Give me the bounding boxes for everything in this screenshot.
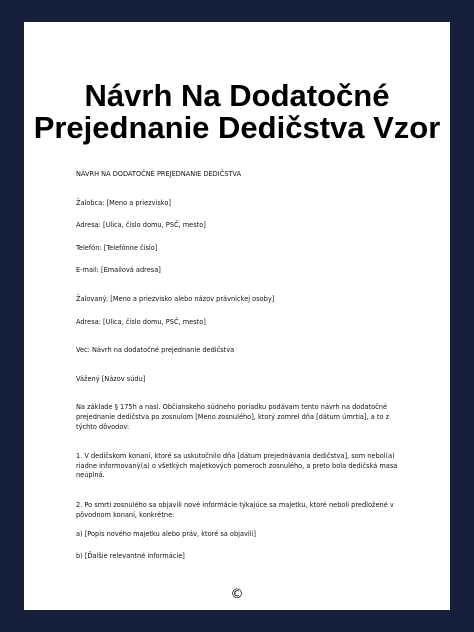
item-b-line: b) [Ďalšie relevantné informácie]	[76, 551, 185, 560]
defendant-address-line: Adresa: [Ulica, číslo domu, PSČ, mesto]	[76, 317, 206, 326]
item-a-line: a) [Popis nového majetku alebo práv, ktoré sa objavili]	[76, 530, 256, 539]
salutation-line: Vážený [Názov súdu]	[76, 374, 146, 383]
plaintiff-address-line: Adresa: [Ulica, číslo domu, PSČ, mesto]	[76, 221, 206, 230]
plaintiff-line: Žalobca: [Meno a priezvisko]	[76, 198, 171, 207]
phone-line: Telefón: [Telefónne číslo]	[76, 243, 158, 252]
document-page	[24, 22, 450, 610]
title-line-2: Prejednanie Dedičstva Vzor	[33, 110, 441, 145]
document-heading: NÁVRH NA DODATOČNÉ PREJEDNANIE DEDIČSTVA	[76, 170, 242, 178]
point-2-paragraph: 2. Po smrti zosnulého sa objavili nové informácie týkajúce sa majetku, ktoré neboli predložené v pôvodnom konaní, konkrétne:	[76, 500, 394, 519]
copyright-icon: ©	[230, 587, 244, 602]
defendant-line: Žalovaný: [Meno a priezvisko alebo názov právnickej osoby]	[76, 294, 275, 303]
subject-line: Vec: Návrh na dodatočné prejednanie dedičstva	[76, 346, 235, 355]
point-1-paragraph: 1. V dedičskom konaní, ktoré sa uskutočnilo dňa [dátum prejednávania dedičstva], som nebol(a) riadne informovaný(a) o všetkých majetkových pomeroch zosnulého, a preto bola dedičská masa neúplná.	[76, 452, 398, 480]
email-line: E-mail: [Emailová adresa]	[76, 266, 161, 275]
title-line-1: Návrh Na Dodatočné	[84, 78, 390, 113]
page-title	[24, 80, 450, 144]
intro-paragraph: Na základe § 175h a nasl. Občianskeho súdneho poriadku podávam tento návrh na dodatočné prejednanie dedičstva po zosnulom [Meno zosnulého], ktorý zomrel dňa [dátum úmrtia], a to z týchto dôvodov:	[76, 403, 390, 431]
document-body	[76, 170, 406, 561]
